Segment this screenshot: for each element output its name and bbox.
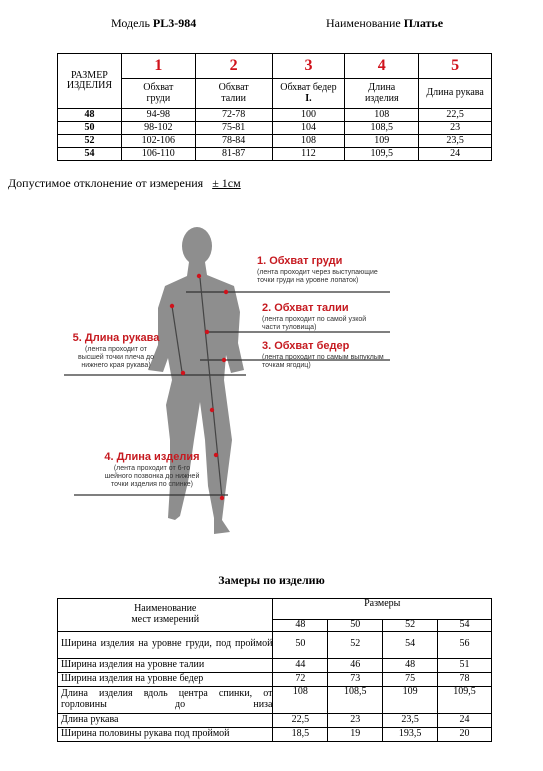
annotation-waist: 2. Обхват талии (лента проходит по самой узкой части туловища) (262, 302, 367, 332)
column-header-chest: Обхват груди (121, 79, 195, 109)
annotation-sleeve: 5. Длина рукава (лента проходит от высшей точки плеча до нижнего края рукава) (72, 332, 160, 370)
table-row: Длина рукава 22,5 23 23,5 24 (58, 713, 492, 727)
annotation-length: 4. Длина изделия (лента проходит от 6-го шейного позвонка до нижней точки изделия по спинке) (104, 451, 200, 489)
sizes-header: Размеры (273, 599, 492, 620)
tolerance-note: Допустимое отклонение от измерения ± 1см (8, 176, 241, 190)
tolerance-value: ± 1см (212, 176, 241, 190)
table-row: Ширина половины рукава под проймой 18,5 19 193,5 20 (58, 727, 492, 741)
table-row: Ширина изделия на уровне бедер 72 73 75 78 (58, 672, 492, 686)
table-row: 54 106-110 81-87 112 109,5 24 (58, 148, 492, 161)
table-row: Ширина изделия на уровне талии 44 46 48 51 (58, 658, 492, 672)
product-name-value: Платье (403, 16, 444, 30)
name-header: Наименование мест измерений (58, 599, 273, 632)
product-measurements-table (57, 598, 492, 742)
size-corner-header: РАЗМЕР ИЗДЕЛИЯ (58, 54, 122, 109)
size-header: 52 (383, 620, 438, 632)
column-number: 5 (419, 54, 492, 79)
table-row: Длина изделия вдоль центра спинки, от горловины до низа 108 108,5 109 109,5 (58, 686, 492, 713)
column-header-sleeve: Длина рукава (419, 79, 492, 109)
column-header-hips: Обхват бедер I. (272, 79, 345, 109)
product-table-title: Замеры по изделию (218, 573, 325, 587)
size-header: 48 (273, 620, 328, 632)
column-number: 3 (272, 54, 345, 79)
model-value: PL3-984 (152, 16, 197, 30)
annotation-hips: 3. Обхват бедер (лента проходит по самым выпуклым точкам ягодиц) (262, 340, 384, 370)
table-row: Ширина изделия на уровне груди, под проймой 50 52 54 56 (58, 631, 492, 658)
table-row: 48 94-98 72-78 100 108 22,5 (58, 109, 492, 122)
product-name-label: Наименование Платье (326, 16, 444, 30)
model-label: Модель PL3-984 (111, 16, 197, 30)
table-row: 50 98-102 75-81 104 108,5 23 (58, 122, 492, 135)
column-number: 4 (345, 54, 419, 79)
column-header-length: Длина изделия (345, 79, 419, 109)
size-header: 54 (438, 620, 492, 632)
column-number: 2 (195, 54, 272, 79)
table-row: 52 102-106 78-84 108 109 23,5 (58, 135, 492, 148)
column-number: 1 (121, 54, 195, 79)
column-header-waist: Обхват талии (195, 79, 272, 109)
size-table (57, 53, 492, 161)
annotation-chest: 1. Обхват груди (лента проходит через выступающие точки груди на уровне лопаток) (257, 255, 378, 285)
size-header: 50 (328, 620, 383, 632)
